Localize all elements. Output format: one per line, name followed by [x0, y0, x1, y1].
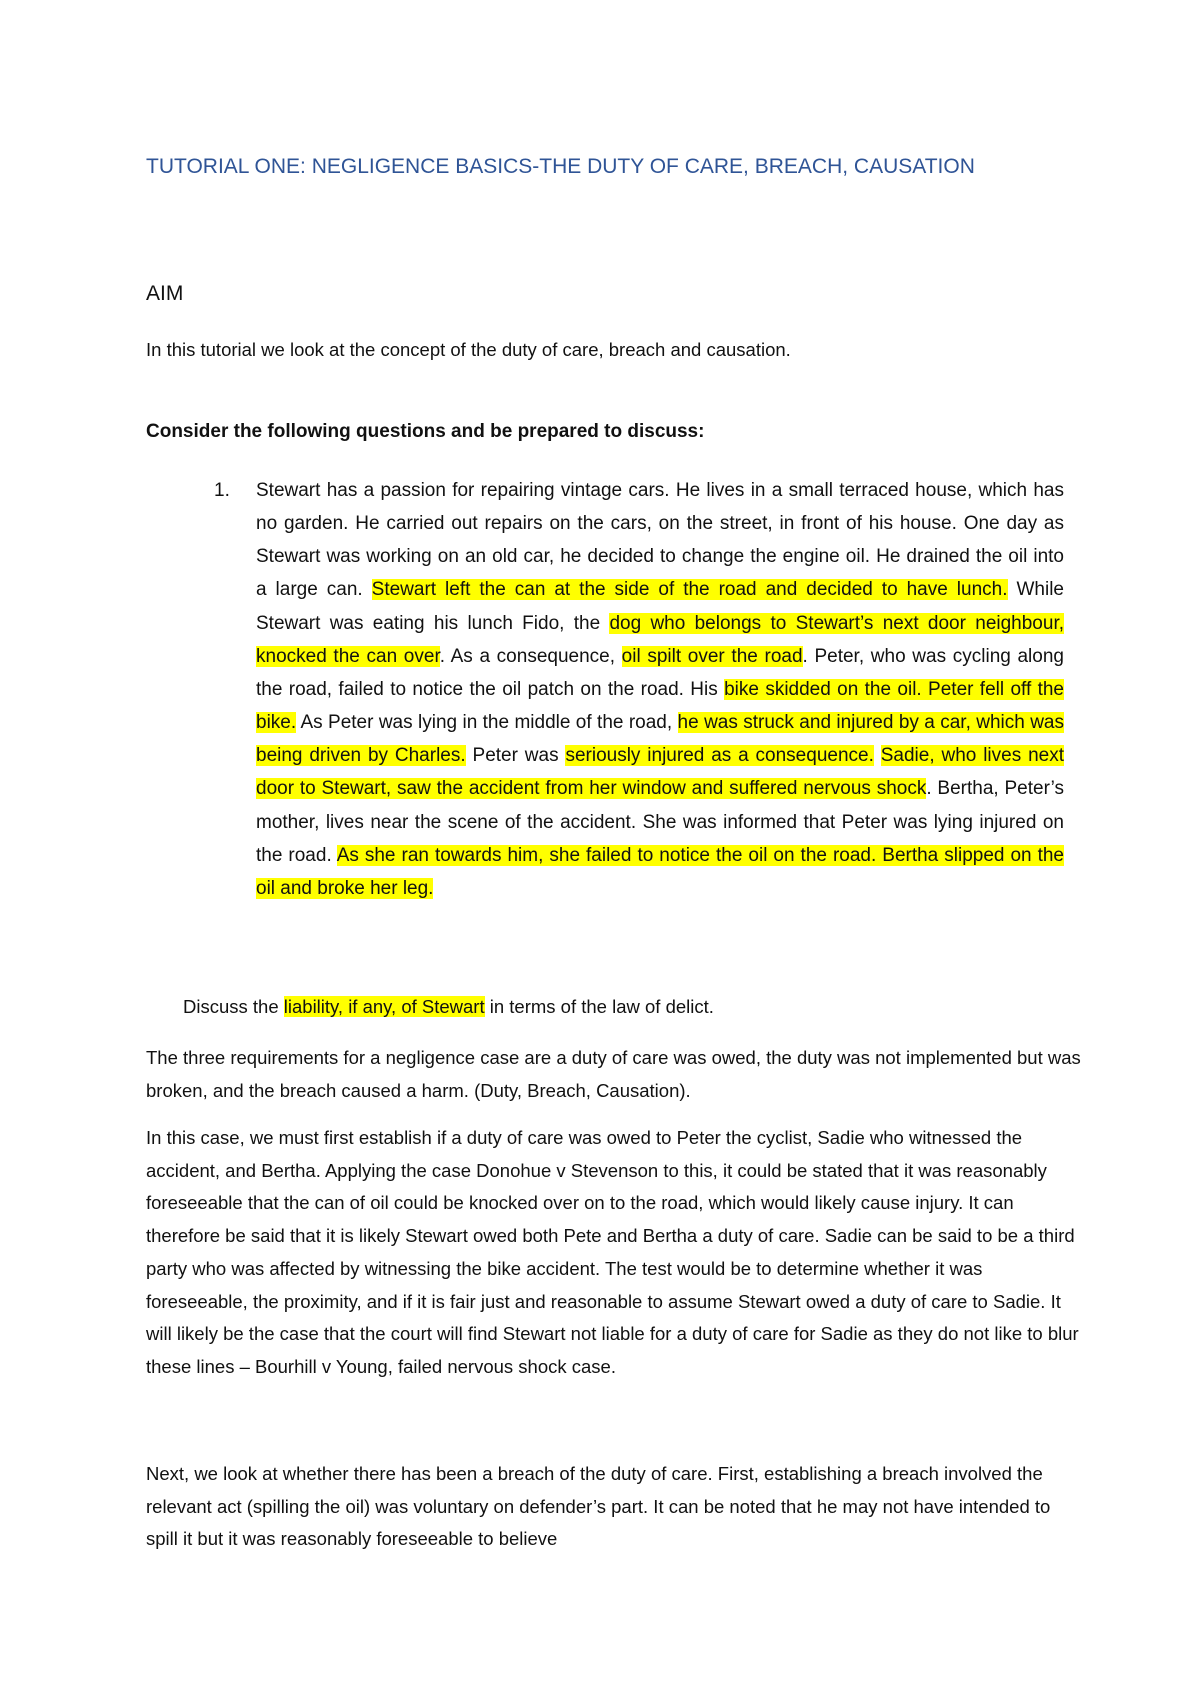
discuss-after: in terms of the law of delict. [484, 996, 714, 1017]
question-text [256, 474, 1064, 905]
discuss-highlight: liability, if any, of Stewart [283, 996, 485, 1017]
discuss-instruction [183, 993, 714, 1021]
highlighted-segment: dog who belongs to Stewart’s next door neighbour, knocked the can over [256, 612, 1064, 667]
highlighted-segment: oil spilt over the road [621, 645, 803, 667]
question-segment: . As a consequence, [439, 645, 622, 667]
question-segment: . Bertha, Peter’s mother, lives near the scene of the accident. She was informed that Peter was lying injured on the road. [256, 778, 1064, 866]
consider-heading: Consider the following questions and be prepared to discuss: [146, 421, 705, 442]
discuss-before: Discuss the [183, 996, 284, 1017]
question-segment: . Peter, who was cycling along the road, failed to notice the oil patch on the road. His [256, 645, 1064, 700]
aim-heading: AIM [146, 282, 184, 305]
question-segment [874, 745, 881, 766]
highlighted-segment: seriously injured as a consequence. [565, 745, 874, 767]
intro-paragraph: In this tutorial we look at the concept of the duty of care, breach and causation. [146, 339, 791, 360]
question-segment: While Stewart was eating his lunch Fido, the [256, 579, 1064, 634]
highlighted-segment: bike skidded on the oil. Peter fell off the bike. [256, 678, 1064, 734]
answer-paragraph: Next, we look at whether there has been a breach of the duty of care. First, establishing a breach involved the relevant act (spilling the oil) was voluntary on defender’s part. It can be noted that he may not have intended to spill it but it was reasonably foreseeable to believe [146, 1463, 1051, 1550]
highlighted-segment: Sadie, who lives next door to Stewart, saw the accident from her window and suffered nervous shock [256, 745, 1064, 800]
question-segment: Peter was [465, 745, 566, 767]
highlighted-segment: he was struck and injured by a car, which was being driven by Charles. [256, 712, 1064, 767]
answer-paragraph: In this case, we must first establish if a duty of care was owed to Peter the cyclist, Sadie who witnessed the accident, and Bertha. Applying the case Donohue v Stevenson to this, it could be stated that it was reasonably foreseeable that the can of oil could be knocked over on to the road, which would likely cause injury. It can therefore be said that it is likely Stewart owed both Pete and Bertha a duty of care. Sadie can be said to be a third party who was affected by witnessing the bike accident. The test would be to determine whether it was foreseeable, the proximity, and if it is fair just and reasonable to assume Stewart owed a duty of care to Sadie. It will likely be the case that the court will find Stewart not liable for a duty of care for Sadie as they do not like to blur these lines – Bourhill v Young, failed nervous shock case. [146, 1127, 1079, 1377]
question-number: 1. [214, 480, 230, 501]
answer-paragraph: The three requirements for a negligence case are a duty of care was owed, the duty was not implemented but was broken, and the breach caused a harm. (Duty, Breach, Causation). [146, 1047, 1081, 1101]
question-segment: Stewart has a passion for repairing vintage cars. He lives in a small terraced house, which has no garden. He carried out repairs on the cars, on the street, in front of his house. One day as Stewart was working on an old car, he decided to change the engine oil. He drained the oil into a large can. [256, 480, 1064, 601]
question-segment: As Peter was lying in the middle of the road, [296, 712, 678, 734]
page-title: TUTORIAL ONE: NEGLIGENCE BASICS-THE DUTY OF CARE, BREACH, CAUSATION [146, 155, 975, 178]
highlighted-segment: As she ran towards him, she failed to notice the oil on the road. Bertha slipped on the oil and broke her leg. [256, 844, 1065, 899]
highlighted-segment: Stewart left the can at the side of the road and decided to have lunch. [371, 579, 1008, 601]
